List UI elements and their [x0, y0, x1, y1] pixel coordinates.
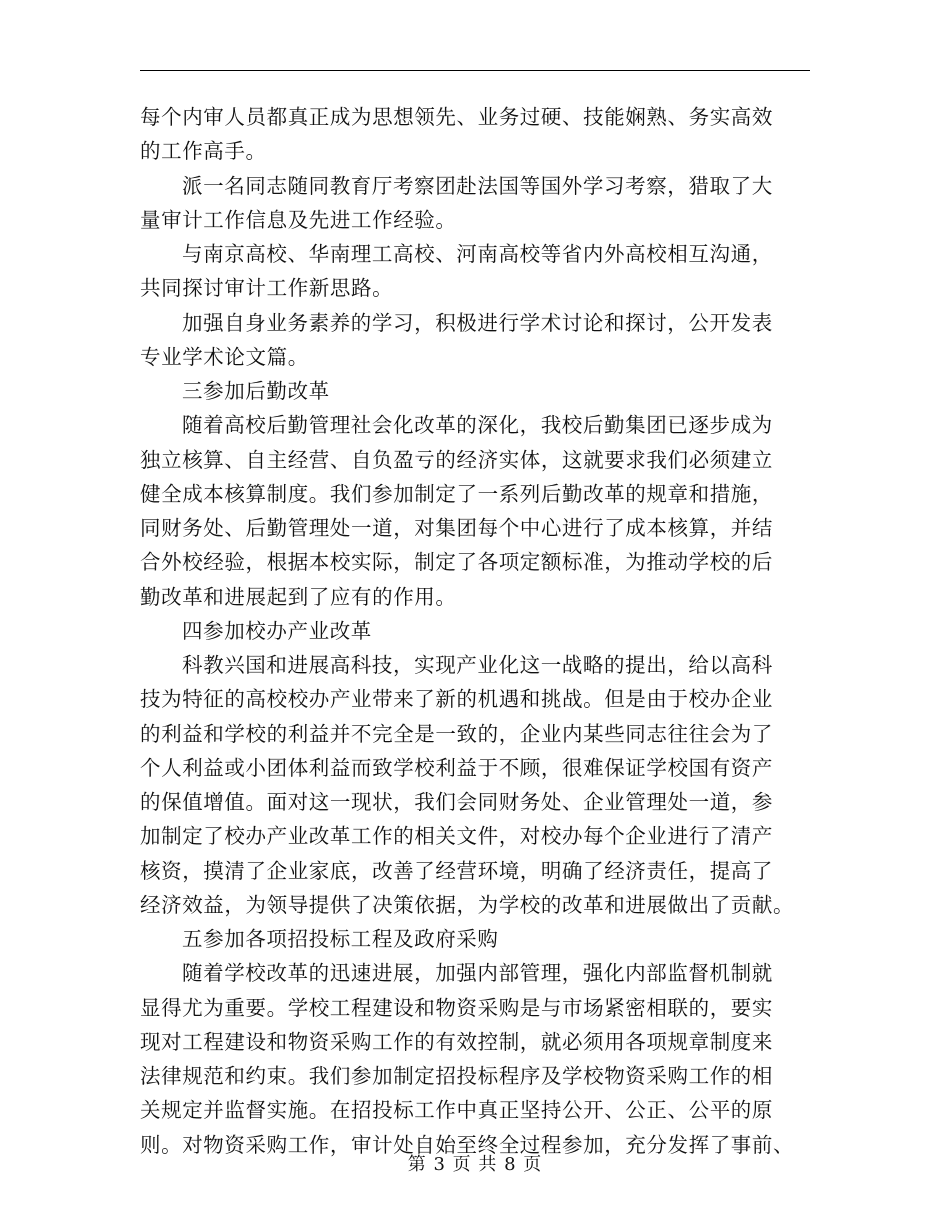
paragraph-line: 现对工程建设和物资采购工作的有效控制，就必须用各项规章制度来 [140, 1029, 773, 1054]
paragraph-line: 量审计工作信息及先进工作经验。 [140, 207, 457, 232]
paragraph-line: 勤改革和进展起到了应有的作用。 [140, 584, 457, 609]
paragraph-first-line: 五参加各项招投标工程及政府采购 [182, 927, 499, 951]
paragraph-line: 则。对物资采购工作，审计处自始至终全过程参加，充分发挥了事前、 [140, 1132, 795, 1157]
paragraph-first-line: 科教兴国和进展高科技，实现产业化这一战略的提出，给以高科 [182, 653, 773, 677]
paragraph-line: 健全成本核算制度。我们参加制定了一系列后勤改革的规章和措施， [140, 481, 773, 506]
paragraph-line: 的保值增值。面对这一现状，我们会同财务处、企业管理处一道，参 [140, 790, 773, 814]
paragraph-line: 核资，摸清了企业家底，改善了经营环境，明确了经济责任，提高了 [140, 858, 773, 883]
paragraph-line: 法律规范和约束。我们参加制定招投标程序及学校物资采购工作的相 [140, 1064, 773, 1088]
paragraph-first-line: 三参加后勤改革 [182, 379, 330, 403]
paragraph-first-line: 随着学校改革的迅速进展，加强内部管理，强化内部监督机制就 [182, 961, 773, 986]
paragraph-line: 合外校经验，根据本校实际，制定了各项定额标准，为推动学校的后 [140, 550, 773, 575]
paragraph-line: 的工作高手。 [140, 139, 267, 164]
paragraph-first-line: 随着高校后勤管理社会化改革的深化，我校后勤集团已逐步成为 [182, 413, 773, 438]
paragraph-first-line: 与南京高校、华南理工高校、河南高校等省内外高校相互沟通， [182, 242, 773, 266]
paragraph-first-line: 加强自身业务素养的学习，积极进行学术讨论和探讨，公开发表 [182, 310, 773, 335]
paragraph-first-line: 派一名同志随同教育厅考察团赴法国等国外学习考察，猎取了大 [182, 173, 773, 198]
page-number: 第 3 页 共 8 页 [407, 1154, 543, 1175]
header-rule [140, 70, 810, 71]
document-body [140, 100, 812, 1162]
paragraph-line: 关规定并监督实施。在招投标工作中真正坚持公开、公正、公平的原 [140, 1098, 773, 1123]
paragraph-line: 的利益和学校的利益并不完全是一致的，企业内某些同志往往会为了 [140, 721, 773, 746]
paragraph-line: 显得尤为重要。学校工程建设和物资采购是与市场紧密相联的，要实 [140, 995, 773, 1020]
paragraph-first-line: 四参加校办产业改革 [182, 618, 372, 643]
paragraph-line: 经济效益，为领导提供了决策依据，为学校的改革和进展做出了贡献。 [140, 892, 795, 917]
paragraph-line: 独立核算、自主经营、自负盈亏的经济实体，这就要求我们必须建立 [140, 447, 773, 472]
paragraph-line: 同财务处、后勤管理处一道，对集团每个中心进行了成本核算，并结 [140, 516, 773, 540]
paragraph-line: 技为特征的高校校办产业带来了新的机遇和挑战。但是由于校办企业 [140, 687, 773, 712]
paragraph-line: 加制定了校办产业改革工作的相关文件，对校办每个企业进行了清产 [140, 824, 773, 849]
paragraph-line: 专业学术论文篇。 [140, 344, 309, 369]
paragraph-line: 共同探讨审计工作新思路。 [140, 276, 394, 301]
paragraph-line: 每个内审人员都真正成为思想领先、业务过硬、技能娴熟、务实高效 [140, 105, 773, 129]
paragraph-line: 个人利益或小团体利益而致学校利益于不顾，很难保证学校国有资产 [140, 755, 773, 780]
